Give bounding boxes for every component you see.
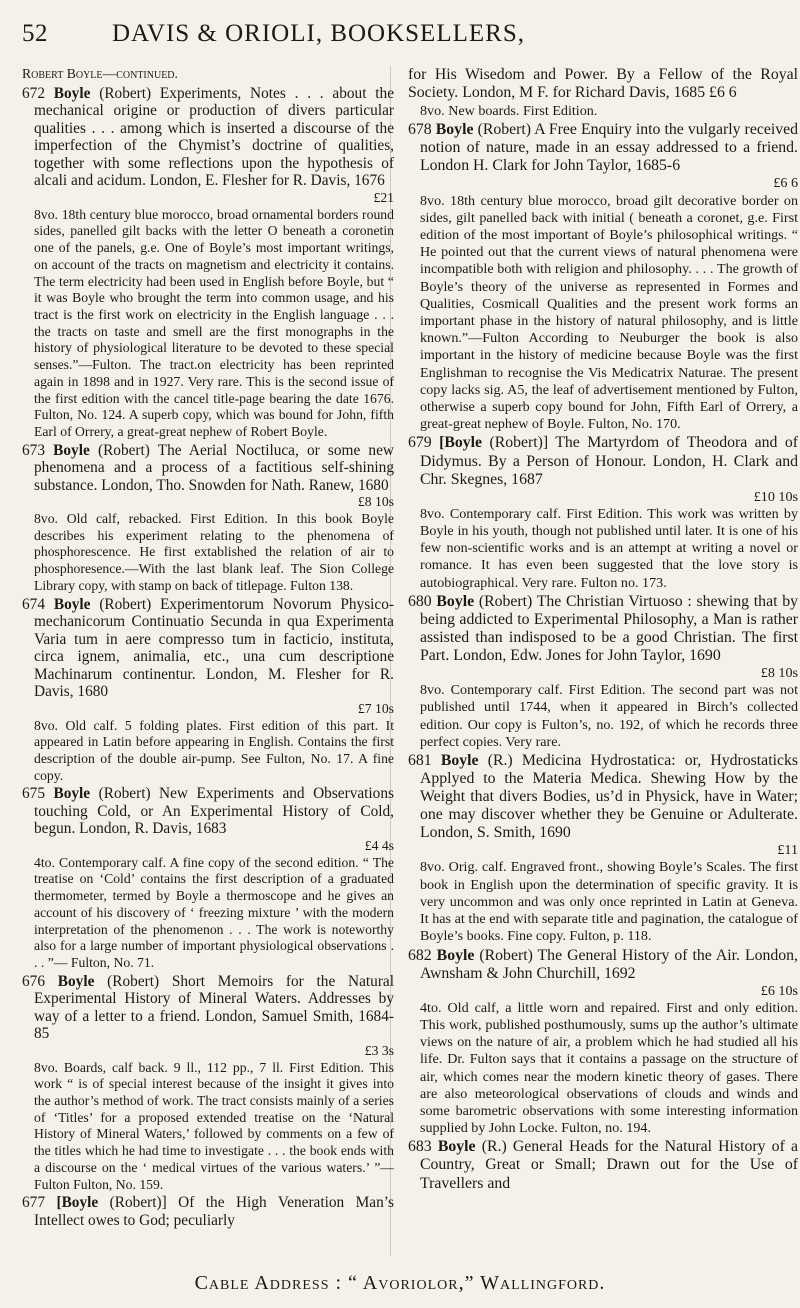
entry-title: (R.) General Heads for the Natural History of a Country, Great or Small; Drawn out for the Use of Travellers and	[420, 1138, 798, 1192]
left-column	[22, 66, 394, 1230]
catalogue-entry	[408, 1138, 798, 1192]
entry-author: [Boyle	[439, 434, 483, 452]
continued-entry-price: £6 6	[709, 84, 737, 102]
entry-description: 8vo. 18th century blue morocco, broad ornamental borders round sides, panelled gilt backs with the letter O beneath a coronetin one of the panels, g.e. One of Boyle’s most important writings, on account of the tracts on magnetism and electricity it contains. The term electricity had been used in English before Boyle, but “ it was Boyle who brought the term into common usage, and his tract is the first work on electricity in the English language . . . the tracts on taste and smell are the first monographs in the history of physiological literature to be devoted to these special senses.”—Fulton. The tract.on electricity has been reprinted again in 1898 and in 1927. Very rare. This is the second issue of the first edition with the cancel title-page bearing the date 1676. Fulton, No. 124. A superb copy, which was bound for John, fifth Earl of Orrery, a great-great nephew of Robert Boyle.	[34, 206, 394, 439]
entry-price: £4 4s	[364, 837, 394, 853]
entry-number: 677	[22, 1194, 45, 1212]
right-column	[408, 66, 798, 1194]
catalogue-entry	[408, 434, 798, 591]
catalogue-entry	[22, 85, 394, 441]
entry-title: (Robert) New Experiments and Observations touching Cold, or An Experimental History of Cold, begun. London, R. Davis, 1683	[34, 785, 394, 838]
entry-number: 673	[22, 441, 45, 459]
entry-author: Boyle	[53, 785, 91, 803]
catalogue-entry	[408, 121, 798, 433]
entry-author: [Boyle	[56, 1194, 99, 1212]
entry-description: 8vo. Contemporary calf. First Edition. The second part was not published until 1744, when it appeared in Birch’s collected edition. Our copy is Fulton’s, no. 192, of which he records three perfect copies. Very rare.	[420, 682, 798, 750]
catalogue-entry	[22, 442, 394, 595]
entry-heading	[408, 946, 798, 983]
entry-heading	[22, 1194, 394, 1229]
page-number: 52	[22, 20, 48, 47]
entry-description: 8vo. Orig. calf. Engraved front., showing Boyle’s Scales. The first book in English upon the determination of specific gravity. It is very uncommon and was only once reprinted in Latin at Geneva. It has at the end with separate title and pagination, the catalogue of Boyle’s books. Fine copy. Fulton, p. 118.	[420, 859, 798, 945]
entry-description: 4to. Contemporary calf. A fine copy of the second edition. “ The treatise on ‘Cold’ contains the first description of a graduated thermometer, termed by Boyle a thermoscope and he gives an account of his discovery of ‘ freezing mixture ’ with the modern interpretation of the phenomenon . . . The work is noteworthy also for a large number of important physiological observations . . . ”— Fulton, No. 71.	[34, 854, 394, 970]
entry-number: 676	[22, 972, 45, 990]
entry-author: Boyle	[436, 592, 475, 610]
entry-title: (Robert) The Aerial Noctiluca, or some new phenomena and a process of a factitious self-shining substance. London, Tho. Snowden for Nath. Ranew, 1680	[34, 441, 394, 494]
entry-number: 682	[408, 946, 432, 964]
entry-description: 8vo. Contemporary calf. First Edition. This work was written by Boyle in his youth, though not published until later. It is one of his few non-scientific works and is an attempt at writing a novel or romance. It has even been suggested that the love story is autobiographical. Very rare. Fulton no. 173.	[420, 505, 798, 591]
entry-heading	[408, 752, 798, 842]
entry-author: Boyle	[437, 1138, 476, 1156]
catalogue-entry	[22, 973, 394, 1194]
entry-description: 8vo. Old calf, rebacked. First Edition. In this book Boyle describes his experiment relating to the phenomena of phosphorescence. He first extablished the relation of air to phosphoresence.—With the last blank leaf. The Sion College Library copy, with stamp on back of titlepage. Fulton 138.	[34, 511, 394, 593]
entry-number: 678	[408, 121, 432, 139]
entry-price: £8 10s	[357, 494, 394, 510]
catalogue-entry	[408, 593, 798, 751]
entry-title: (Robert) The Christian Virtuoso : shewing that by being addicted to Experimental Philosophy, a Man is rather assisted than indisposed to be a good Christian. The first Part. London, Edw. Jones for John Taylor, 1690	[420, 592, 798, 664]
catalogue-entry	[22, 785, 394, 971]
entry-title: (Robert) The General History of the Air. London, Awnsham & John Churchill, 1692	[420, 946, 798, 982]
catalogue-entry	[22, 1194, 394, 1229]
footer-cable-address: Cable Address : “ Avoriolor,” Wallingford.	[194, 1272, 606, 1294]
entry-price: £7 10s	[357, 700, 394, 716]
entry-title: (Robert) A Free Enquiry into the vulgarly received notion of nature, made in an essay addressed to a friend. London H. Clark for John Taylor, 1685-6	[420, 121, 798, 175]
entry-title: (Robert) Short Memoirs for the Natural Experimental History of Mineral Waters. Addresses by way of a letter to a friend. London, Samuel Smith, 1684-85	[34, 972, 394, 1043]
entry-number: 674	[22, 595, 45, 613]
running-head: Robert Boyle—continued.	[22, 66, 178, 81]
entry-price: £6 10s	[760, 982, 798, 999]
entry-author: Boyle	[57, 972, 95, 990]
entry-author: Boyle	[440, 752, 479, 770]
entry-price: £8 10s	[760, 665, 798, 682]
entry-heading	[22, 595, 394, 701]
continued-entry-body: 8vo. New boards. First Edition.	[420, 103, 598, 120]
entry-description: 8vo. 18th century blue morocco, broad gilt decorative border on sides, gilt panelled back with initial ( beneath a coronet, g.e. First edition of the most important of Boyle’s philosophical writings. “ He pointed out that the current views of natural phenomena were incompatible both with religion and philosophy. . . . The growth of Boyle’s theory of the universe as represented in Formes and Qualities, Cosmicall Qualities and the present work forms an important phase in the history of natural philosophy, and is little known.”—Fulton According to Neuburger the book is also important in the history of medicine because Boyle was the first Englishman to recognise the Vis Medicatrix Naturae. The present copy lacks sig. A5, the leaf of advertisement mentioned by Fulton, otherwise a superb copy bound for John, Fifth Earl of Orrery, a great-great nephew of Boyle. Fulton, No. 170.	[420, 192, 798, 433]
entry-number: 679	[408, 434, 432, 452]
entry-author: Boyle	[53, 441, 90, 459]
catalogue-entry	[22, 596, 394, 785]
entry-number: 672	[22, 84, 45, 102]
entry-author: Boyle	[53, 84, 91, 102]
entry-price: £21	[373, 189, 394, 205]
entry-number: 681	[408, 752, 432, 770]
entry-price: £10 10s	[753, 488, 798, 505]
entry-author: Boyle	[435, 121, 474, 139]
entry-heading	[408, 1138, 798, 1192]
page-header	[22, 20, 800, 52]
entry-number: 675	[22, 785, 45, 803]
entry-description: 8vo. Boards, calf back. 9 ll., 112 pp., 7 ll. First Edition. This work “ is of special interest because of the insight it gives into the author’s method of work. The tract consists mainly of a series of ‘Titles’ for a proposed extended treatise on the ‘Natural History of Mineral Waters,’ followed by comments on a few of the titles which he had time to investigate . . . the book ends with a discourse on the ‘ medical virtues of the various waters.’ ”—Fulton Fulton, No. 159.	[34, 1059, 394, 1192]
entry-title: (Robert)] The Martyrdom of Theodora and of Didymus. By a Person of Honour. London, H. Clark and Chr. Skegnes, 1687	[420, 434, 798, 488]
entry-title: (R.) Medicina Hydrostatica: or, Hydrostaticks Applyed to the Materia Medica. Shewing How by the Weight that divers Bodies, us’d in Physick, have in Water; one may discover whether they be Genuine or Adulterate. London, S. Smith, 1690	[420, 752, 798, 842]
catalogue-entry	[408, 947, 798, 1138]
entry-heading	[408, 121, 798, 175]
publisher-heading: DAVIS & ORIOLI, BOOKSELLERS,	[112, 20, 525, 47]
entry-title: (Robert)] Of the High Veneration Man’s Intellect owes to God; peculiarly	[34, 1194, 394, 1229]
entry-heading	[408, 434, 798, 488]
entry-title: (Robert) Experiments, Notes . . . about the mechanical origine or production of divers particular qualities . . . among which is inserted a discourse of the imperfection of the Chymist’s doctrine of qualities, together with some reflections upon the hypothesis of alcali and acidum. London, E. Flesher for R. Davis, 1676	[34, 84, 394, 190]
entry-author: Boyle	[53, 595, 91, 613]
entry-heading	[408, 592, 798, 665]
entry-description: 8vo. Old calf. 5 folding plates. First edition of this part. It appeared in Latin before appearing in English. Contains the first description of the double air-pump. See Fulton, No. 17. A fine copy.	[34, 717, 394, 783]
entry-price: £6 6	[773, 175, 798, 192]
entry-title: (Robert) Experimentorum Novorum Physico-mechanicorum Continuatio Secunda in qua Experimenta Varia tum in aere compresso tum in facticio, instituta, circa ignem, animalia, etc., una cum descriptione Machinarum continentur. London, M. Flesher for R. Davis, 1680	[34, 595, 394, 701]
entry-price: £11	[777, 842, 798, 859]
entry-number: 680	[408, 592, 432, 610]
entry-description: 4to. Old calf, a little worn and repaired. First and only edition. This work, published posthumously, sums up the author’s ultimate views on the nature of air, a problem which he had studied all his life. Dr. Fulton says that it contains a passage on the structure of air, which comes near the modern kinetic theory of gases. There are also meteorological observations of clouds and winds and some barometric observations with some interesting information supplied by John Locke. Fulton, no. 194.	[420, 999, 798, 1137]
continued-entry-title: for His Wisedom and Power. By a Fellow of the Royal Society. London, M F. for Richard Davis, 1685 £6 6	[408, 66, 798, 102]
entry-number: 683	[408, 1138, 432, 1156]
entry-heading	[22, 972, 394, 1043]
entry-price: £3 3s	[364, 1042, 394, 1058]
entry-author: Boyle	[436, 946, 475, 964]
entry-heading	[22, 785, 394, 838]
entry-heading	[22, 441, 394, 495]
entry-heading	[22, 84, 394, 190]
catalogue-entry	[408, 752, 798, 945]
